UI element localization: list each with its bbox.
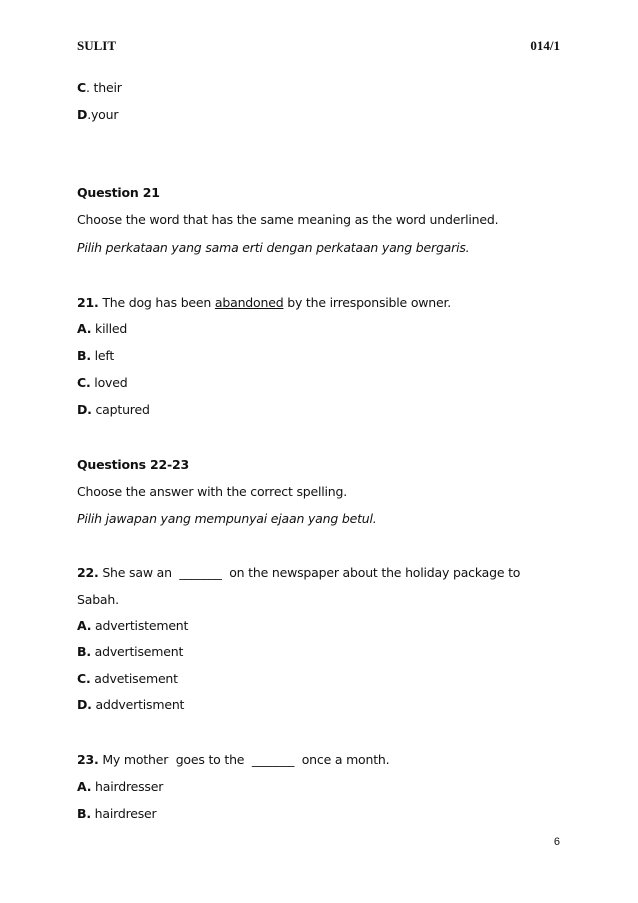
question-number: 23.	[77, 752, 99, 767]
question-21-stem: 21. The dog has been abandoned by the irresponsible owner.	[77, 295, 452, 310]
option-a: A. hairdresser	[77, 779, 164, 794]
option-text: their	[89, 80, 122, 95]
header-sulit: SULIT	[77, 38, 117, 53]
option-letter: D	[77, 107, 88, 122]
question-22-stem-continued: Sabah.	[77, 592, 119, 607]
option-d: D. captured	[77, 402, 150, 417]
instruction-malay: Pilih perkataan yang sama erti dengan perkataan yang bergaris.	[77, 240, 470, 255]
section-heading-q22-23: Questions 22-23	[77, 457, 189, 472]
instruction-english: Choose the word that has the same meaning as the word underlined.	[77, 212, 499, 227]
option-text: your	[90, 107, 119, 122]
option-a: A. killed	[77, 321, 128, 336]
option-c: C. advetisement	[77, 671, 178, 686]
instruction-malay: Pilih jawapan yang mempunyai ejaan yang betul.	[77, 511, 377, 526]
option-a: A. advertistement	[77, 618, 189, 633]
option-letter: C	[77, 80, 86, 95]
question-22-stem: 22. She saw an _______ on the newspaper about the holiday package to	[77, 565, 521, 580]
option-d: D. addvertisment	[77, 697, 185, 712]
option-c: C. loved	[77, 375, 128, 390]
page-number: 6	[553, 836, 560, 848]
option-b: B. advertisement	[77, 644, 184, 659]
option-c-prev: C. their	[77, 80, 122, 95]
header-code: 014/1	[530, 38, 560, 53]
option-d-prev: D.your	[77, 107, 119, 122]
question-number: 22.	[77, 565, 99, 580]
question-number: 21.	[77, 295, 99, 310]
option-b: B. hairdreser	[77, 806, 157, 821]
underlined-word: abandoned	[214, 295, 284, 310]
instruction-english: Choose the answer with the correct spelling.	[77, 484, 348, 499]
question-23-stem: 23. My mother goes to the _______ once a month.	[77, 752, 390, 767]
option-b: B. left	[77, 348, 115, 363]
section-heading-q21: Question 21	[77, 185, 160, 200]
